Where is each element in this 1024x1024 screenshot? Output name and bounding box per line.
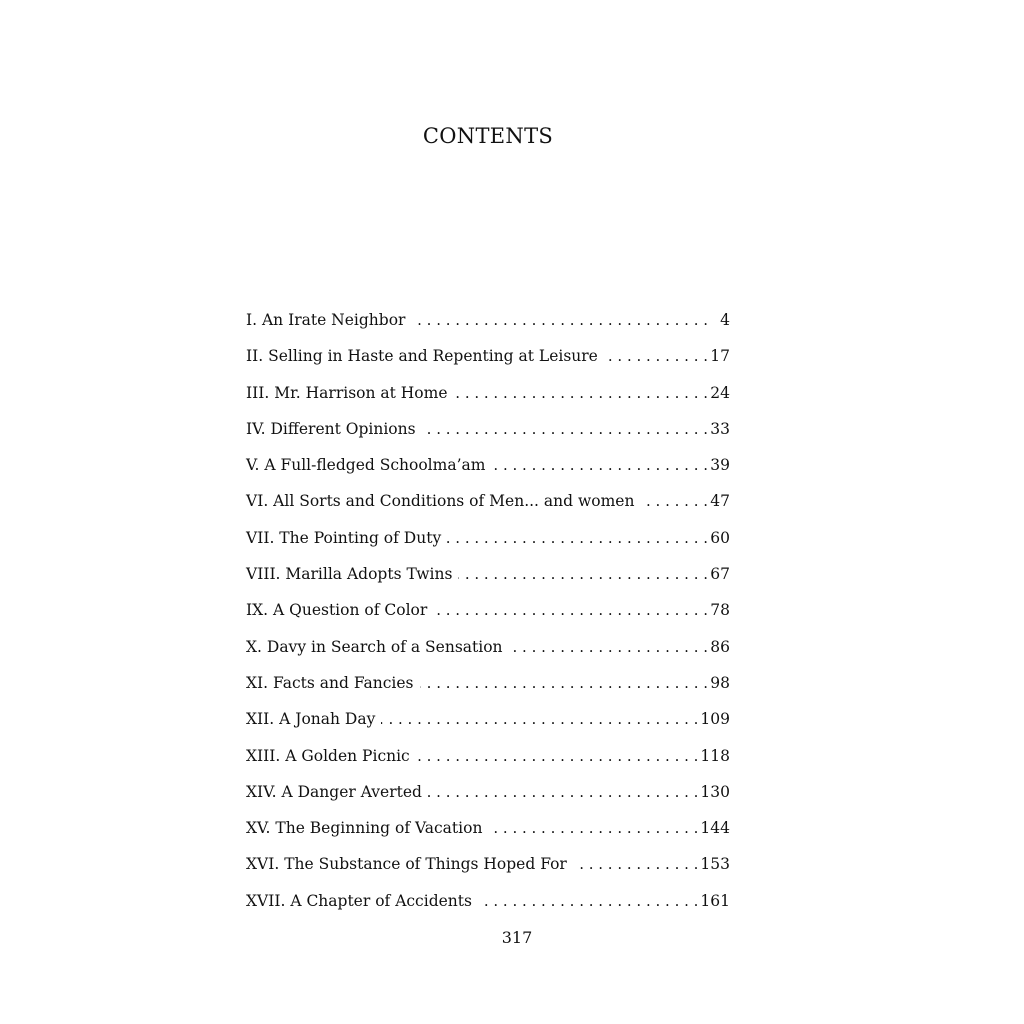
page-number: 317: [501, 928, 533, 947]
toc-entry: [246, 778, 730, 814]
dot-leader: [422, 415, 708, 443]
chapter-title: I. An Irate Neighbor: [246, 311, 406, 329]
toc-entry: [246, 633, 730, 669]
chapter-page-number: 4: [720, 311, 730, 329]
dot-leader: [458, 560, 708, 588]
toc-entry: [246, 705, 730, 741]
dot-leader: [433, 596, 708, 624]
dot-leader: [488, 814, 698, 842]
dot-leader: [381, 705, 698, 733]
dot-leader: [416, 742, 699, 770]
chapter-page-number: 67: [710, 565, 730, 584]
chapter-title: VIII. Marilla Adopts Twins: [246, 565, 453, 584]
toc-entry: [246, 596, 730, 632]
chapter-page-number: 60: [710, 528, 730, 547]
dot-leader: [454, 379, 709, 407]
chapter-page-number: 17: [710, 347, 730, 366]
chapter-title: XIV. A Danger Averted: [246, 782, 422, 801]
chapter-page-number: 130: [700, 782, 730, 801]
toc-entry: [246, 524, 730, 560]
chapter-page-number: 24: [710, 383, 730, 402]
dot-leader: [428, 778, 698, 806]
chapter-page-number: 47: [710, 492, 730, 511]
chapter-page-number: 86: [710, 637, 730, 656]
chapter-title: XVI. The Substance of Things Hoped For: [246, 855, 567, 874]
chapter-page-number: 33: [710, 419, 730, 438]
chapter-title: VI. All Sorts and Conditions of Men... and women: [246, 492, 635, 511]
toc-entry: [246, 342, 730, 378]
toc-entry: [246, 415, 730, 451]
toc-entry: [246, 451, 730, 487]
chapter-page-number: 161: [700, 891, 730, 910]
toc-entry: [246, 742, 730, 778]
dot-leader: [420, 669, 708, 697]
toc-entry: [246, 487, 730, 523]
chapter-page-number: 39: [710, 456, 730, 475]
dot-leader: [573, 850, 699, 878]
chapter-title: II. Selling in Haste and Repenting at Leisure: [246, 347, 598, 366]
toc-entry: [246, 887, 730, 923]
toc-entry: [246, 379, 730, 415]
chapter-page-number: 153: [700, 855, 730, 874]
chapter-title: XVII. A Chapter of Accidents: [246, 891, 472, 910]
toc-entry: [246, 814, 730, 850]
toc-entry: [246, 306, 730, 342]
dot-leader: [411, 306, 708, 334]
chapter-title: III. Mr. Harrison at Home: [246, 383, 448, 402]
chapter-title: XII. A Jonah Day: [246, 710, 376, 729]
dot-leader: [478, 887, 698, 915]
chapter-title: VII. The Pointing of Duty: [246, 528, 442, 547]
dot-leader: [447, 524, 708, 552]
contents-heading: CONTENTS: [422, 124, 554, 148]
chapter-page-number: 144: [700, 819, 730, 838]
chapter-title: X. Davy in Search of a Sensation: [246, 637, 503, 656]
toc-entry: [246, 560, 730, 596]
chapter-title: XIII. A Golden Picnic: [246, 746, 410, 765]
dot-leader: [640, 487, 708, 515]
dot-leader: [491, 451, 708, 479]
chapter-title: IV. Different Opinions: [246, 419, 416, 438]
chapter-title: XV. The Beginning of Vacation: [246, 819, 483, 838]
dot-leader: [509, 633, 708, 661]
chapter-title: IX. A Question of Color: [246, 601, 428, 620]
dot-leader: [604, 342, 708, 370]
chapter-title: XI. Facts and Fancies: [246, 673, 414, 692]
toc-entry: [246, 669, 730, 705]
table-of-contents: [246, 306, 730, 923]
chapter-page-number: 98: [710, 673, 730, 692]
chapter-page-number: 118: [700, 746, 730, 765]
chapter-page-number: 109: [700, 710, 730, 729]
toc-entry: [246, 850, 730, 886]
chapter-title: V. A Full-fledged Schoolma’am: [246, 456, 486, 475]
chapter-page-number: 78: [710, 601, 730, 620]
